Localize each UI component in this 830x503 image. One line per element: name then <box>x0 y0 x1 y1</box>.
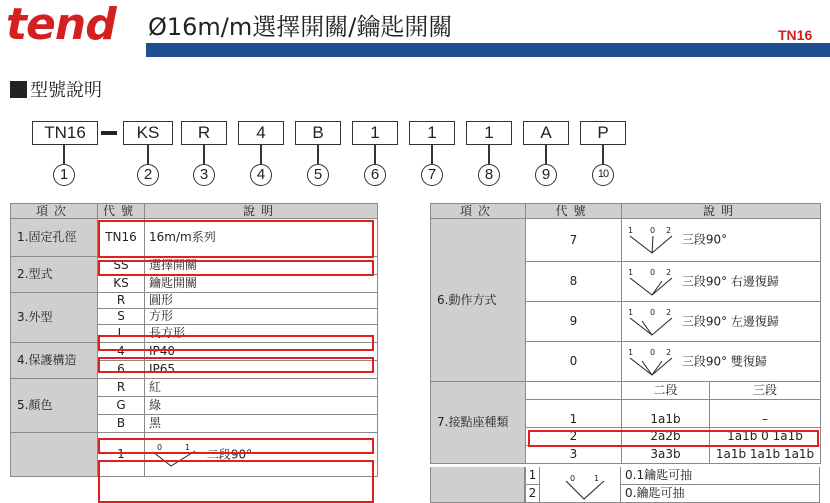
contact-two: 1a1b <box>622 400 710 428</box>
row-desc <box>622 262 821 302</box>
svg-text:1: 1 <box>628 267 634 277</box>
contact-three: 1a1b 0 1a1b <box>710 428 821 446</box>
code-box-7: 1 <box>409 121 455 145</box>
switch-3pos-icon <box>626 307 678 337</box>
connector-line <box>488 145 490 164</box>
row-desc: 紅 <box>145 379 378 397</box>
row-code: 2 <box>526 428 622 446</box>
svg-text:1: 1 <box>628 347 634 357</box>
contact-two: 3a3b <box>622 446 710 464</box>
row-code: 4 <box>98 343 145 361</box>
key-switch-cell <box>540 467 621 503</box>
svg-text:1: 1 <box>594 474 600 483</box>
code-box-4: 4 <box>238 121 284 145</box>
row-item: 1.固定孔徑 <box>11 219 98 257</box>
switch-desc: 二段90° <box>206 447 253 461</box>
connector-line <box>545 145 547 164</box>
row-desc: 鑰匙開關 <box>145 275 378 293</box>
key-item-cell <box>430 467 525 503</box>
action-desc: 三段90° 左邊復歸 <box>681 314 779 328</box>
highlight-row-contact <box>528 430 819 447</box>
contact-three: – <box>710 400 821 428</box>
code-box-5: B <box>295 121 341 145</box>
row-item: 4.保護構造 <box>11 343 98 379</box>
row-desc: 黑 <box>145 415 378 433</box>
header-desc: 說明 <box>145 204 378 219</box>
code-box-10: P <box>580 121 626 145</box>
header-item: 項次 <box>431 204 526 219</box>
connector-line <box>317 145 319 164</box>
switch-3pos-icon <box>626 347 678 377</box>
key-code: 1 <box>525 467 540 485</box>
index-circle-8: 8 <box>478 164 500 186</box>
contact-two: 2a2b <box>622 428 710 446</box>
brand-logo: tend <box>6 0 116 50</box>
highlight-row-series <box>98 220 374 258</box>
square-bullet-icon <box>10 81 27 98</box>
connector-line <box>147 145 149 164</box>
svg-text:2: 2 <box>666 307 672 317</box>
svg-text:2: 2 <box>666 226 672 235</box>
index-circle-6: 6 <box>364 164 386 186</box>
svg-text:2: 2 <box>666 347 672 357</box>
svg-text:2: 2 <box>666 267 672 277</box>
svg-text:0: 0 <box>570 474 576 483</box>
row-code: 9 <box>526 302 622 342</box>
row-code: TN16 <box>98 219 145 257</box>
index-circle-10: 10 <box>592 164 614 186</box>
row-desc <box>622 219 821 262</box>
header-code: 代號 <box>526 204 622 219</box>
key-switch-icon <box>550 469 610 503</box>
code-box-6: 1 <box>352 121 398 145</box>
highlight-row-switch <box>98 460 374 503</box>
key-section <box>430 467 820 503</box>
section-title: 型號說明 <box>30 80 102 101</box>
row-item: 5.顏色 <box>11 379 98 433</box>
index-circle-1: 1 <box>53 164 75 186</box>
right-spec-table <box>430 203 821 464</box>
highlight-row-protection <box>98 357 374 373</box>
code-box-8: 1 <box>466 121 512 145</box>
row-code: R <box>98 293 145 309</box>
index-circle-3: 3 <box>193 164 215 186</box>
row-code: 6 <box>98 361 145 379</box>
key-desc: 0.1鑰匙可抽 <box>621 467 820 485</box>
action-desc: 三段90° 雙復歸 <box>681 354 767 368</box>
row-desc: 長方形 <box>145 325 378 343</box>
row-code: 1 <box>98 433 145 477</box>
key-desc: 0.鑰匙可抽 <box>621 485 820 503</box>
action-desc: 三段90° 右邊復歸 <box>681 274 779 288</box>
switch-label: 1 <box>185 442 191 452</box>
model-tag: TN16 <box>778 27 813 43</box>
svg-text:0: 0 <box>650 307 656 317</box>
title-underline-bar <box>146 43 830 57</box>
code-box-9: A <box>523 121 569 145</box>
row-desc <box>622 302 821 342</box>
action-desc: 三段90° <box>681 232 728 247</box>
index-circle-9: 9 <box>535 164 557 186</box>
row-code: 1 <box>526 400 622 428</box>
row-code: G <box>98 397 145 415</box>
connector-line <box>431 145 433 164</box>
section-heading <box>10 80 102 102</box>
highlight-row-color <box>98 438 374 454</box>
header-desc: 說明 <box>622 204 821 219</box>
row-desc: 選擇開關 <box>145 257 378 275</box>
header-item: 項次 <box>11 204 98 219</box>
row-desc: IP65 <box>145 361 378 379</box>
connector-line <box>63 145 65 164</box>
svg-text:1: 1 <box>628 226 634 235</box>
index-circle-2: 2 <box>137 164 159 186</box>
index-circle-7: 7 <box>421 164 443 186</box>
row-desc: IP40 <box>145 343 378 361</box>
row-code: R <box>98 379 145 397</box>
contact-header-three: 三段 <box>710 382 821 400</box>
row-desc: 綠 <box>145 397 378 415</box>
row-code: 7 <box>526 219 622 262</box>
svg-text:0: 0 <box>650 226 656 235</box>
key-code: 2 <box>525 485 540 503</box>
code-box-2: KS <box>123 121 173 145</box>
contact-header-two: 二段 <box>622 382 710 400</box>
code-dash <box>101 131 117 135</box>
connector-line <box>602 145 604 164</box>
row-code: L <box>98 325 145 343</box>
svg-text:0: 0 <box>650 267 656 277</box>
code-box-3: R <box>181 121 227 145</box>
row-desc: 16m/m系列 <box>145 219 378 257</box>
switch-label: 0 <box>157 442 163 452</box>
highlight-row-shape <box>98 335 374 351</box>
row-item: 2.型式 <box>11 257 98 293</box>
page-title: Ø16m/m選擇開關/鑰匙開關 <box>148 13 453 41</box>
row-desc: 方形 <box>145 309 378 325</box>
row-item: 7.接點座種類 <box>431 382 526 464</box>
row-code: 8 <box>526 262 622 302</box>
row-code: S <box>98 309 145 325</box>
row-code: 3 <box>526 446 622 464</box>
connector-line <box>260 145 262 164</box>
code-box-1: TN16 <box>32 121 98 145</box>
connector-line <box>374 145 376 164</box>
connector-line <box>203 145 205 164</box>
contact-three: 1a1b 1a1b 1a1b <box>710 446 821 464</box>
row-item: 6.動作方式 <box>431 219 526 382</box>
svg-text:1: 1 <box>628 307 634 317</box>
switch-3pos-icon <box>626 267 678 297</box>
switch-3pos-icon <box>626 225 678 255</box>
row-code: 0 <box>526 342 622 382</box>
row-code: B <box>98 415 145 433</box>
row-desc: 圓形 <box>145 293 378 309</box>
svg-text:0: 0 <box>650 347 656 357</box>
row-code: KS <box>98 275 145 293</box>
index-circle-5: 5 <box>307 164 329 186</box>
row-item: 3.外型 <box>11 293 98 343</box>
index-circle-4: 4 <box>250 164 272 186</box>
header-code: 代號 <box>98 204 145 219</box>
row-desc <box>622 342 821 382</box>
contact-header-blank <box>526 382 622 400</box>
highlight-row-type <box>98 260 374 276</box>
row-item <box>11 433 98 477</box>
row-code: SS <box>98 257 145 275</box>
